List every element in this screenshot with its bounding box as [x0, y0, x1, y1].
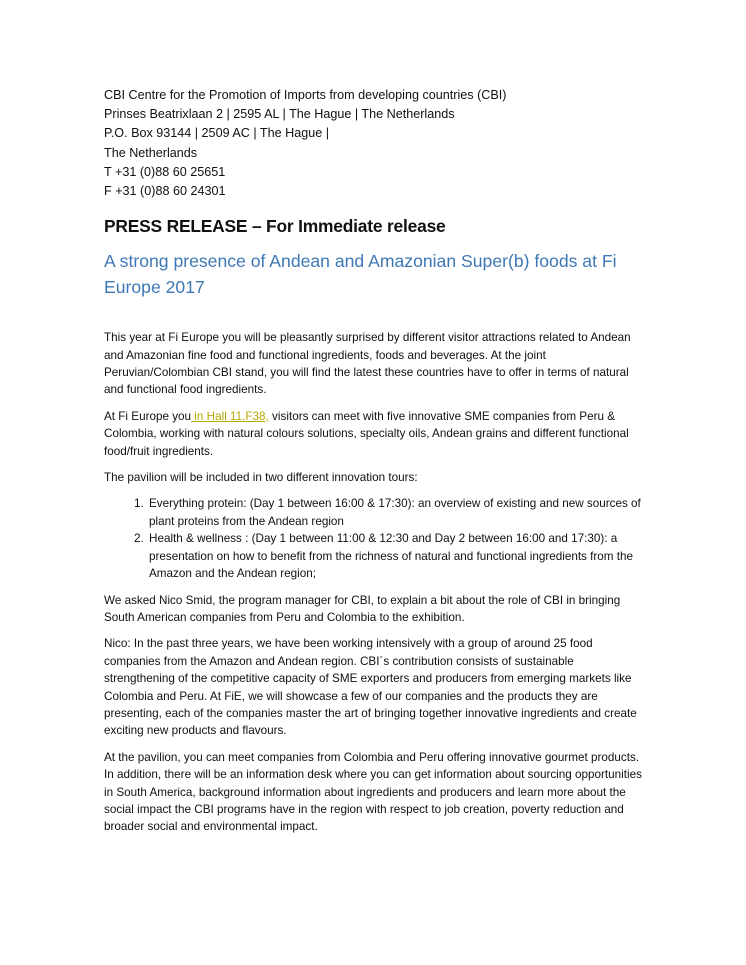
address-line-street: Prinses Beatrixlaan 2 | 2595 AL | The Hague | The Netherlands	[104, 107, 455, 122]
pavilion-paragraph: At the pavilion, you can meet companies from Colombia and Peru offering innovative gourmet products. In addition, there will be an information desk where you can get information about sourcing opportunities in South America, background information about ingredients and producers and learn more about the social impact the CBI programs have in the region with respect to job creation, poverty reduction and broader social and environmental impact.	[104, 750, 642, 834]
list-item: 1. Everything protein: (Day 1 between 16:00 & 17:30): an overview of existing and new sources of plant proteins from the Andean region	[147, 495, 646, 530]
innovation-tours-list	[104, 495, 646, 582]
article-body	[104, 329, 646, 836]
address-line-fax: F +31 (0)88 60 24301	[104, 184, 226, 199]
address-line-country: The Netherlands	[104, 145, 198, 160]
hall-paragraph	[104, 408, 646, 460]
intro-paragraph: This year at Fi Europe you will be pleasantly surprised by different visitor attractions related to Andean and Amazonian fine food and functional ingredients, foods and beverages. At the joint Peruvian/Colombian CBI stand, you will find the latest these countries have to offer in terms of natural and functional food ingredients.	[104, 331, 631, 397]
press-release-title: PRESS RELEASE – For Immediate release	[104, 216, 446, 237]
list-item: 2. Health & wellness : (Day 1 between 11:00 & 12:30 and Day 2 between 16:00 and 17:30): a presentation on how to benefit from the richness of natural and functional ingredients from the Amazon and the Andean region;	[147, 530, 646, 582]
tours-paragraph: The pavilion will be included in two different innovation tours:	[104, 471, 418, 485]
hall-paragraph-end: visitors can meet with five innovative SME companies from Peru & Colombia, working with natural colours solutions, specialty oils, Andean grains and different functional food/fruit ingredients.	[104, 409, 629, 458]
sender-address-block	[104, 86, 646, 201]
hall-location-link[interactable]: in Hall 11.F38,	[191, 409, 269, 423]
address-line-organization: CBI Centre for the Promotion of Imports from developing countries (CBI)	[104, 88, 507, 102]
headline: A strong presence of Andean and Amazonian Super(b) foods at Fi Europe 2017	[104, 251, 617, 298]
interview-intro-paragraph: We asked Nico Smid, the program manager for CBI, to explain a bit about the role of CBI in bringing South American companies from Peru and Colombia to the exhibition.	[104, 593, 621, 624]
interview-answer-paragraph: Nico: In the past three years, we have been working intensively with a group of around 25 food companies from the Amazon and Andean region. CBI´s contribution consists of sustainable strengthening of the competitive capacity of SME exporters and producers from emerging markets like Colombia and Peru. At FiE, we will showcase a few of our companies and the products they are presenting, each of the companies master the art of bringing together innovative ingredients and create exciting new products and flavours.	[104, 637, 637, 738]
hall-paragraph-start: At Fi Europe you	[104, 409, 192, 423]
address-line-telephone: T +31 (0)88 60 25651	[104, 164, 226, 179]
press-release-page	[104, 86, 646, 845]
address-line-po-box: P.O. Box 93144 | 2509 AC | The Hague |	[104, 126, 329, 141]
